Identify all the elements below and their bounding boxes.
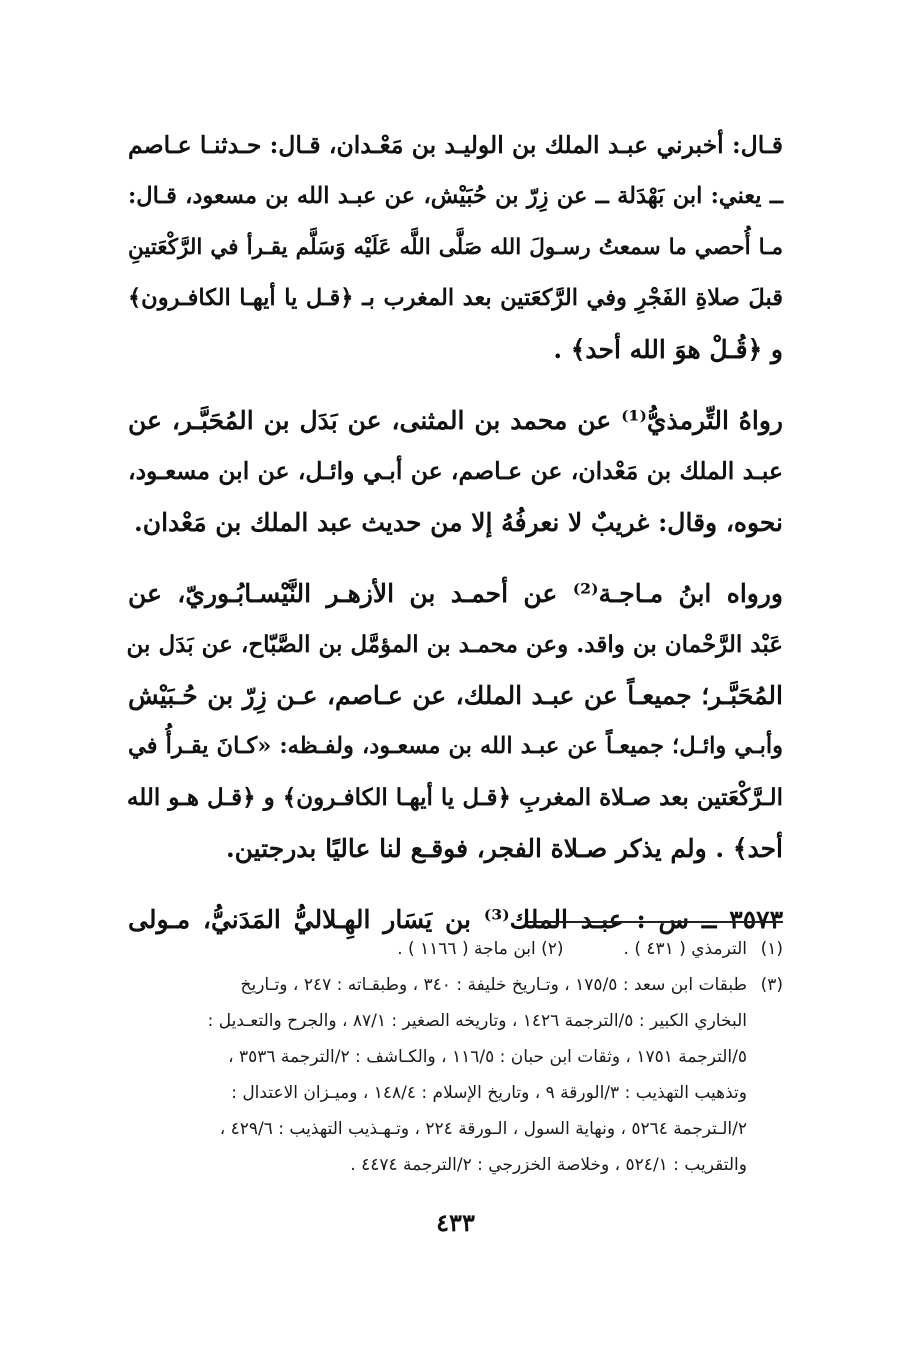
main-text <box>128 120 783 945</box>
paragraph-gap <box>128 375 783 395</box>
footnote-number: (٣) <box>760 975 783 995</box>
text-line: الـرَّكْعَتين بعد صـلاة المغربِ ﴿قـل يا أيهـا الكافـرون﴾ و ﴿قـل هـو الله <box>126 784 783 811</box>
text-line: عبـد الملك بن مَعْدان، عن عـاصم، عن أبـي وائـل، عن ابن مسعـود، <box>128 457 783 485</box>
text-line: المُحَبَّـر؛ جميعـاً عن عبـد الملك، عن عـاصم، عـن زِرّ بن حُـبَيْش <box>128 681 783 710</box>
footnote-number: (١) <box>760 939 783 959</box>
footnote-text: ٢/الـترجمة ٥٢٦٤ ، ونهاية السول ، الـورقة ٢٢٤ ، وتـهـذيب التهذيب : ٤٢٩/٦ ، <box>219 1119 747 1139</box>
footnote-row <box>128 1039 783 1075</box>
text-line: ــ يعني: ابن بَهْدَلة ــ عن زِرّ بن حُبَيْش، عن عبـد الله بن مسعود، قـال: <box>128 183 783 209</box>
footnote-text: طبقات ابن سعد : ١٧٥/٥ ، وتـاريخ خليفة : ٣٤٠ ، وطبقـاته : ٢٤٧ ، وتـاريخ <box>240 975 747 995</box>
page-number: ٤٣٣ <box>436 1208 475 1237</box>
paragraph-gap <box>128 874 783 894</box>
text-line: و ﴿قُـلْ هوَ الله أحد﴾ . <box>553 335 783 364</box>
footnote-text: البخاري الكبير : ٥/الترجمة ١٤٢٦ ، وتاريخه الصغير : ٨٧/١ ، والجرح والتعـديل : <box>207 1011 747 1031</box>
footnote-text: ٥/الترجمة ١٧٥١ ، وثقات ابن حبان : ١١٦/٥ ، والكـاشف : ٢/الترجمة ٣٥٣٦ ، <box>228 1047 747 1067</box>
footnote-row <box>128 1111 783 1147</box>
footnote-row <box>128 1075 783 1111</box>
footnote-row <box>128 1147 783 1183</box>
paragraph-gap <box>128 548 783 568</box>
footnote-text: وتذهيب التهذيب : ٣/الورقة ٩ ، وتاريخ الإسلام : ١٤٨/٤ ، وميـزان الاعتدال : <box>231 1083 747 1103</box>
footnote-row <box>128 931 783 967</box>
footnote-row <box>128 1003 783 1039</box>
text-line: قبلَ صلاةِ الفَجْرِ وفي الرَّكعَتين بعد المغرب بـ ﴿قـل يا أيهـا الكافـرون﴾ <box>128 285 783 311</box>
text-line: ورواه ابنُ مـاجـة⁽²⁾ عن أحمـد بن الأزهـر النَّيْسـابُـوريّ، عن <box>128 579 783 608</box>
footnotes <box>128 931 783 1183</box>
text-line: مـا أُحصي ما سمعتُ رسـولَ الله صَلَّى اللَّه عَلَيْه وَسَلَّم يقـرأ في الرَّكْعَتينِ <box>128 235 783 260</box>
footnote-separator <box>528 921 783 923</box>
entry-heading: ٣٥٧٣ ــ س : عبـد الملك⁽³⁾ بن يَسَار الهِـلاليُّ المَدَنيُّ، مـولى <box>128 905 783 934</box>
footnote-text: ابن ماجة ( ١١٦٦ ) . <box>397 939 536 959</box>
footnote-text: والتقريب : ٥٢٤/١ ، وخلاصة الخزرجي : ٢/الترجمة ٤٤٧٤ . <box>350 1155 747 1175</box>
footnote-text: الترمذي ( ٤٣١ ) . <box>623 939 747 959</box>
text-line: عَبْد الرَّحْمان بن واقد. وعن محمـد بن المؤمَّل بن الصَّبّاح، عن بَدَل بن <box>126 631 783 658</box>
footnote-number: (٢) <box>541 939 564 959</box>
text-line: رواهُ التِّرمذيُّ⁽¹⁾ عن محمد بن المثنى، عن بَدَل بن المُحَبَّـر، عن <box>128 406 783 435</box>
text-line: نحوه، وقال: غريبٌ لا نعرفُهُ إلا من حديث عبد الملك بن مَعْدان. <box>134 508 783 537</box>
text-line: وأبـي وائـل؛ جميعـاً عن عبـد الله بن مسعـود، ولفـظه: «كـانَ يقـرأُ في <box>128 733 783 759</box>
footnote-row <box>128 967 783 1003</box>
text-line: أحد﴾ . ولم يذكر صـلاة الفجر، فوقـع لنا عاليًا بدرجتين. <box>225 834 783 863</box>
text-line: قـال: أخبرني عبـد الملك بن الوليـد بن مَعْـدان، قـال: حـدثنـا عـاصم <box>128 131 783 159</box>
